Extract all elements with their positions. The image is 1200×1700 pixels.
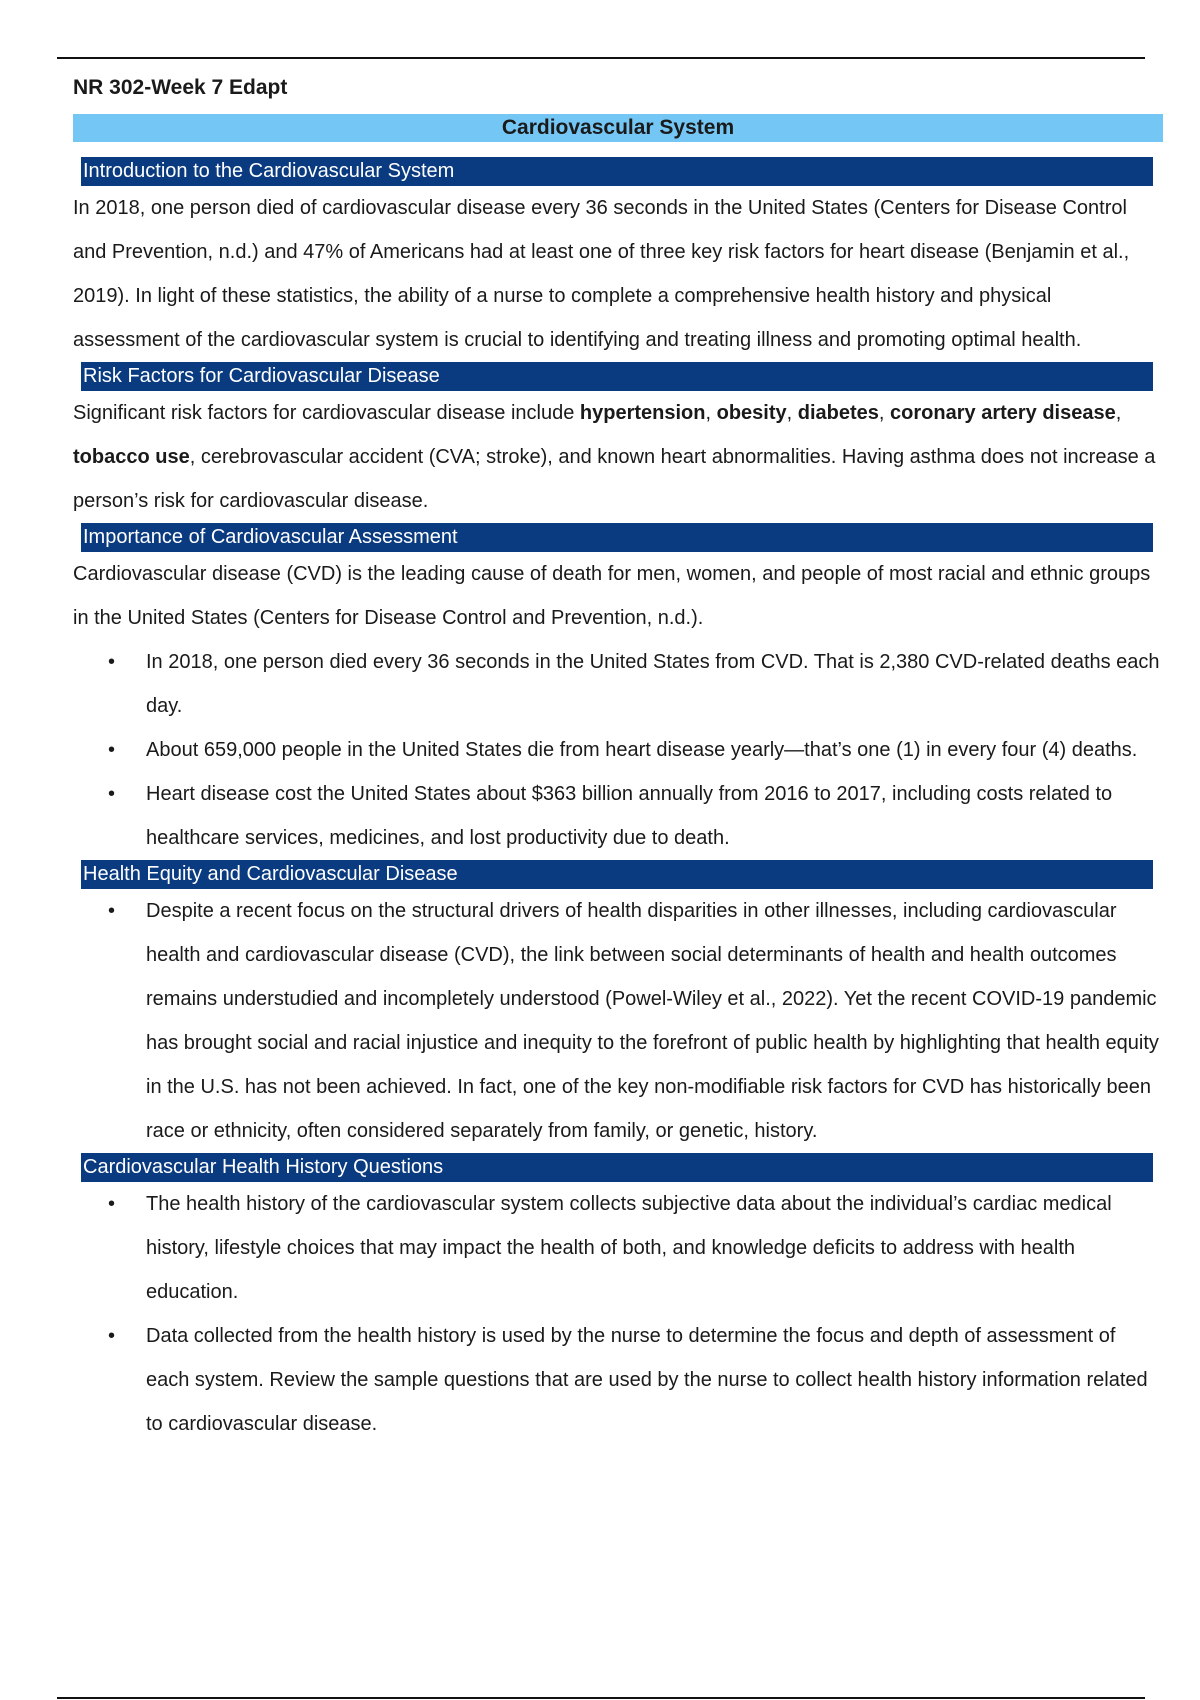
bullet-icon: • (108, 783, 116, 805)
document-body (73, 70, 1163, 1446)
equity-bullet-list (73, 889, 1163, 1153)
risk-sep: , (786, 402, 798, 424)
section-header-importance: Importance of Cardiovascular Assessment (81, 523, 1153, 552)
risk-factors-paragraph (73, 391, 1163, 523)
list-item (73, 889, 1163, 1153)
importance-paragraph: Cardiovascular disease (CVD) is the leading cause of death for men, women, and people of most racial and ethnic groups in the United States (Centers for Disease Control and Prevention, n.d.). (73, 563, 1151, 629)
intro-paragraph: In 2018, one person died of cardiovascular disease every 36 seconds in the United States (Centers for Disease Control and Prevention, n.d.) and 47% of Americans had at least one of three key risk factors for heart disease (Benjamin et al., 2019). In light of these statistics, the ability of a nurse to complete a comprehensive health history and physical assessment of the cardiovascular system is crucial to identifying and treating illness and promoting optimal health. (73, 197, 1130, 351)
bullet-icon: • (108, 1325, 116, 1347)
list-item (73, 728, 1163, 772)
list-item-text: Despite a recent focus on the structural drivers of health disparities in other illnesses, including cardiovascular health and cardiovascular disease (CVD), the link between social determinants of health and health outcomes remains understudied and incompletely understood (Powel-Wiley et al., 2022). Yet the recent COVID-19 pandemic has brought social and racial injustice and inequity to the forefront of public health by highlighting that health equity in the U.S. has not been achieved. In fact, one of the key non-modifiable risk factors for CVD has historically been race or ethnicity, often considered separately from family, or genetic, history. (146, 900, 1159, 1142)
risk-diabetes: diabetes (797, 402, 879, 424)
main-header: Cardiovascular System (73, 114, 1163, 142)
list-item (73, 1182, 1163, 1314)
bullet-icon: • (108, 651, 116, 673)
risk-rest-text: , cerebrovascular accident (CVA; stroke), and known heart abnormalities. Having asthma does not increase a person’s risk for cardiovascular disease. (73, 446, 1156, 512)
top-rule (57, 57, 1145, 59)
risk-sep: , (705, 402, 717, 424)
list-item-text: The health history of the cardiovascular system collects subjective data about the individual’s cardiac medical history, lifestyle choices that may impact the health of both, and knowledge deficits to address with health education. (146, 1193, 1112, 1303)
list-item (73, 640, 1163, 728)
risk-hypertension: hypertension (579, 402, 706, 424)
importance-bullet-list (73, 640, 1163, 860)
bullet-icon: • (108, 739, 116, 761)
section-header-intro: Introduction to the Cardiovascular System (81, 157, 1153, 186)
document-title: NR 302-Week 7 Edapt (73, 76, 288, 99)
risk-sep: , (1115, 402, 1122, 424)
section-header-health-history: Cardiovascular Health History Questions (81, 1153, 1153, 1182)
bullet-icon: • (108, 900, 116, 922)
bottom-rule (57, 1697, 1145, 1699)
bullet-icon: • (108, 1193, 116, 1215)
risk-tobacco-use: tobacco use (73, 446, 190, 468)
section-header-health-equity: Health Equity and Cardiovascular Disease (81, 860, 1153, 889)
list-item (73, 1314, 1163, 1446)
section-header-risk-factors: Risk Factors for Cardiovascular Disease (81, 362, 1153, 391)
list-item-text: Heart disease cost the United States about $363 billion annually from 2016 to 2017, including costs related to healthcare services, medicines, and lost productivity due to death. (146, 783, 1113, 849)
risk-intro-text: Significant risk factors for cardiovascular disease include (73, 402, 580, 424)
history-bullet-list (73, 1182, 1163, 1446)
risk-obesity: obesity (716, 402, 787, 424)
list-item-text: About 659,000 people in the United States die from heart disease yearly—that’s one (1) in every four (4) deaths. (146, 739, 1138, 761)
list-item-text: In 2018, one person died every 36 seconds in the United States from CVD. That is 2,380 CVD-related deaths each day. (146, 651, 1160, 717)
list-item-text: Data collected from the health history is used by the nurse to determine the focus and depth of assessment of each system. Review the sample questions that are used by the nurse to collect health history information related to cardiovascular disease. (146, 1325, 1148, 1435)
list-item (73, 772, 1163, 860)
risk-sep: , (878, 402, 891, 424)
risk-coronary-artery-disease: coronary artery disease (890, 402, 1116, 424)
